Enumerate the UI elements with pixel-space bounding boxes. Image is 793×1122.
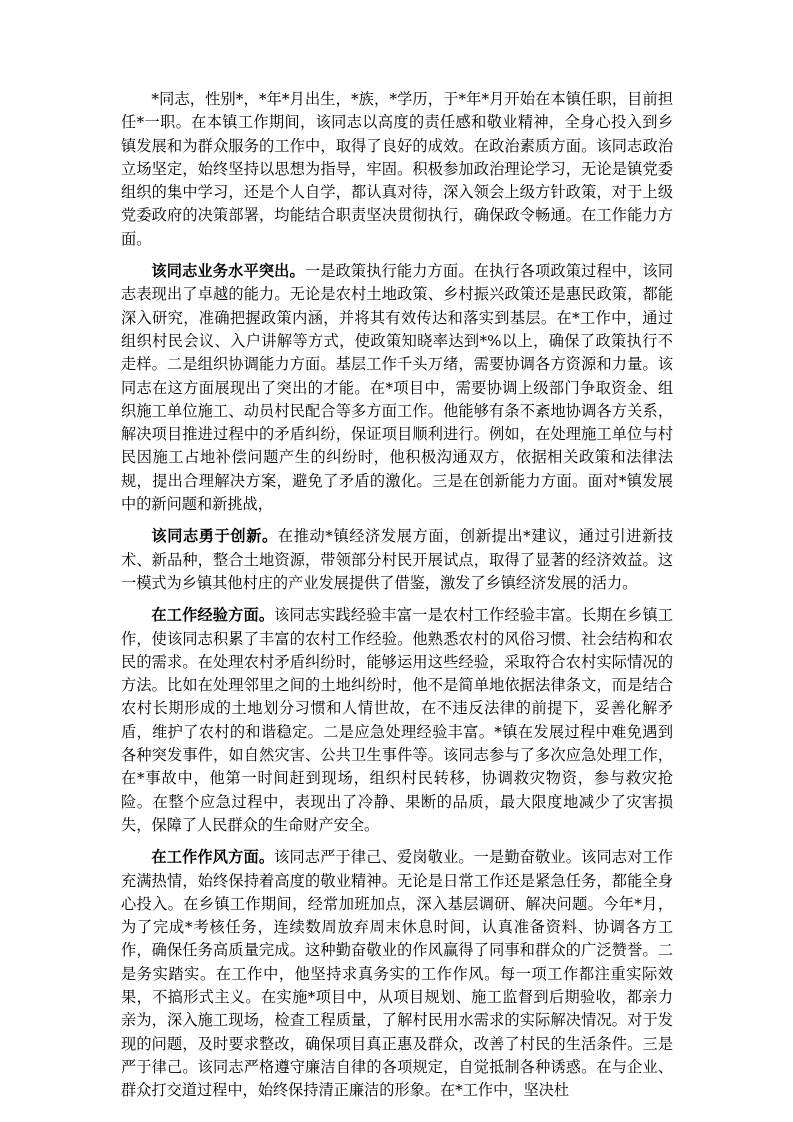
paragraph-lead: 该同志勇于创新。 — [151, 527, 278, 546]
paragraph-text: 一是政策执行能力方面。在执行各项政策过程中，该同志表现出了卓越的能力。无论是农村土地政策、乡村振兴政策还是惠民政策，都能深入研究，准确把握政策内涵，并将其有效传达和落实到基层。在*工作中，通过组织村民会议、入户讲解等方式，使政策知晓率达到*%以上，确保了政策执行不走样。二是组织协调能力方面。基层工作千头万绪，需要协调各方资源和力量。该同志在这方面展现出了突出的才能。在*项目中，需要协调上级部门争取资金、组织施工单位施工、动员村民配合等多方面工作。他能够有条不紊地协调各方关系，解决项目推进过程中的矛盾纠纷，保证项目顺利进行。例如，在处理施工单位与村民因施工占地补偿问题产生的纠纷时，他积极沟通双方，依据相关政策和法律法规，提出合理解决方案，避免了矛盾的激化。三是在创新能力方面。面对*镇发展中的新问题和新挑战， — [121, 262, 674, 514]
paragraph-text: 在推动*镇经济发展方面，创新提出*建议，通过引进新技术、新品种，整合土地资源，带领部分村民开展试点，取得了显著的经济效益。这一模式为乡镇其他村庄的产业发展提供了借鉴，激发了乡镇经济发展的活力。 — [121, 527, 674, 592]
paragraph-work-style — [121, 846, 673, 1102]
paragraph-text: 该同志严于律己、爱岗敬业。一是勤奋敬业。该同志对工作充满热情，始终保持着高度的敬业精神。无论是日常工作还是紧急任务，都能全身心投入。在乡镇工作期间，经常加班加点，深入基层调研、解决问题。今年*月，为了完成*考核任务，连续数周放弃周末休息时间，认真准备资料、协调各方工作，确保任务高质量完成。这种勤奋敬业的作风赢得了同事和群众的广泛赞誉。二是务实踏实。在工作中，他坚持求真务实的工作作风。每一项工作都注重实际效果，不搞形式主义。在实施*项目中，从项目规划、施工监督到后期验收，都亲力亲为，深入施工现场，检查工程质量，了解村民用水需求的实际解决情况。对于发现的问题，及时要求整改，确保项目真正惠及群众，改善了村民的生活条件。三是严于律己。该同志严格遵守廉洁自律的各项规定，自觉抵制各种诱惑。在与企业、群众打交道过程中，始终保持清正廉洁的形象。在*工作中，坚决杜 — [121, 848, 674, 1100]
paragraph-text: 该同志实践经验丰富一是农村工作经验丰富。长期在乡镇工作，使该同志积累了丰富的农村工作经验。他熟悉农村的风俗习惯、社会结构和农民的需求。在处理农村矛盾纠纷时，能够运用这些经验，采取符合农村实际情况的方法。比如在处理邻里之间的土地纠纷时，他不是简单地依据法律条文，而是结合农村长期形成的土地划分习惯和人情世故，在不违反法律的前提下，妥善化解矛盾，维护了农村的和谐稳定。二是应急处理经验丰富。*镇在发展过程中难免遇到各种突发事件，如自然灾害、公共卫生事件等。该同志参与了多次应急处理工作，在*事故中，他第一时间赶到现场，组织村民转移，协调救灾物资，参与救灾抢险。在整个应急过程中，表现出了冷静、果断的品质，最大限度地减少了灾害损失，保障了人民群众的生命财产安全。 — [121, 606, 674, 834]
paragraph-text: *同志，性别*，*年*月出生，*族，*学历，于*年*月开始在本镇任职，目前担任*一职。在本镇工作期间，该同志以高度的责任感和敬业精神，全身心投入到乡镇发展和为群众服务的工作中，取得了良好的成效。在政治素质方面。该同志政治立场坚定，始终坚持以思想为指导，牢固。积极参加政治理论学习，无论是镇党委组织的集中学习，还是个人自学，都认真对待，深入领会上级方针政策，对于上级党委政府的决策部署，均能结合职责坚决贯彻执行，确保政令畅通。在工作能力方面。 — [121, 90, 673, 248]
paragraph-innovation — [121, 525, 673, 595]
paragraph-lead: 在工作作风方面。 — [151, 848, 275, 867]
document-body — [121, 88, 673, 1102]
paragraph-business-ability — [121, 260, 673, 516]
paragraph-lead: 在工作经验方面。 — [151, 606, 275, 625]
paragraph-work-experience — [121, 604, 673, 837]
paragraph-lead: 该同志业务水平突出。 — [151, 262, 305, 281]
paragraph-intro — [121, 88, 673, 251]
